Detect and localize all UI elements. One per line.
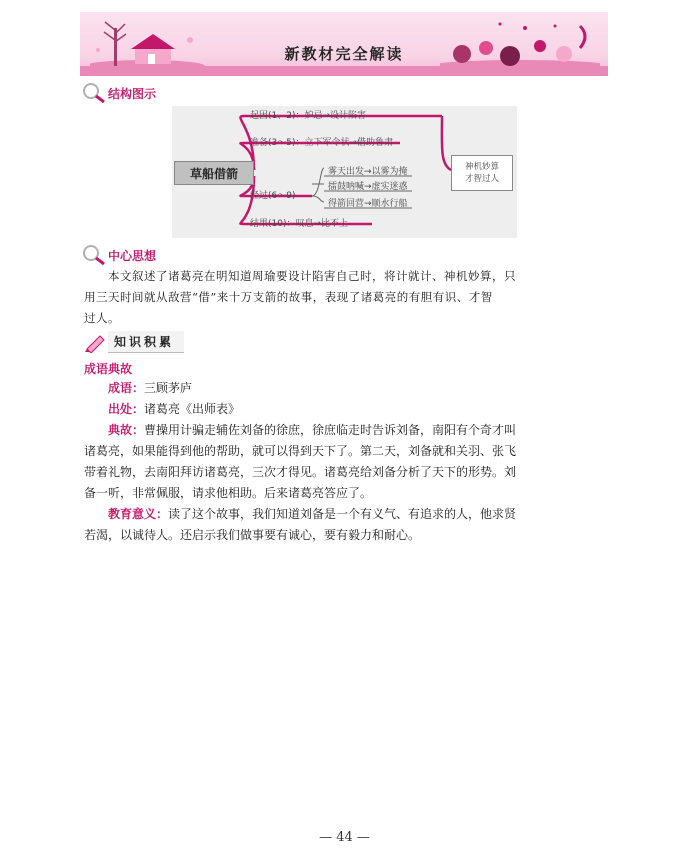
meaning-text: 读了这个故事，我们知道刘备是一个有义气、有追求的人，他求贤 [168, 507, 517, 521]
paragraph-line: 过人。 [84, 311, 120, 325]
magnifier-icon [82, 244, 106, 266]
decorative-flowers-illustration [440, 16, 600, 68]
page-number: — 44 — [319, 830, 370, 845]
mind-map-root: 草船借箭 [174, 161, 254, 185]
meaning-label: 教育意义： [108, 507, 169, 521]
structure-heading-label: 结构图示 [108, 86, 157, 101]
knowledge-heading-label: 知识积累 [108, 331, 184, 353]
mind-map-branch-cause: 起因(1、2)：妒忌→设计陷害 [250, 111, 367, 121]
mind-map-sub-branch: 擂鼓呐喊→虚实迷惑 [328, 182, 408, 192]
mind-map-conclusion [451, 155, 513, 191]
meaning-line: 若渴，以诚待人。还启示我们做事要有诚心，要有毅力和耐心。 [84, 528, 421, 542]
knowledge-heading [84, 330, 184, 354]
story-line [108, 420, 516, 441]
story-line: 备一听，非常佩服，请求他相助。后来诸葛亮答应了。 [84, 486, 373, 500]
header-banner [80, 12, 608, 76]
magnifier-icon [82, 82, 106, 104]
central-idea-heading [82, 244, 156, 266]
story-line: 诸葛亮，如果能得到他的帮助，就可以得到天下了。第二天，刘备就和关羽、张飞 [84, 444, 517, 458]
central-idea-paragraph [84, 266, 604, 329]
mind-map-sub-branch: 雾天出发→以雾为掩 [328, 167, 408, 177]
mind-map-branch-preparation: 准备(3～5)：立下军令状→借助鲁肃 [250, 138, 394, 148]
story-text: 曹操用计骗走辅佐刘备的徐庶，徐庶临走时告诉刘备，南阳有个奇才叫 [144, 423, 517, 437]
banner-title: 新教材完全解读 [284, 45, 404, 63]
mind-map-branch-process: 经过(6～9) [250, 191, 296, 201]
paragraph-line: 本文叙述了诸葛亮在明知道周瑜要设计陷害自己时，将计就计、神机妙算，只 [108, 269, 516, 283]
structure-mind-map [172, 106, 517, 238]
pencil-icon [84, 331, 108, 353]
source-label: 出处： [108, 402, 145, 416]
central-idea-heading-label: 中心思想 [108, 248, 157, 263]
structure-heading [82, 82, 156, 104]
meaning-line [108, 504, 516, 525]
source-line [108, 399, 240, 420]
mind-map-branch-result: 结果(10)：叹息→比不上 [250, 219, 349, 229]
mind-map-conclusion-line: 神机妙算 [464, 162, 499, 172]
idiom-label: 成语： [108, 381, 145, 395]
paragraph-line: 用三天时间就从敌营“借”来十万支箭的故事，表现了诸葛亮的有胆有识、才智 [84, 290, 493, 304]
idiom-story-heading: 成语典故 [84, 362, 133, 376]
idiom-value: 三顾茅庐 [144, 381, 193, 395]
idiom-line [108, 378, 192, 399]
story-line: 带着礼物，去南阳拜访诸葛亮，三次才得见。诸葛亮给刘备分析了天下的形势。刘 [84, 465, 517, 479]
mind-map-conclusion-line: 才智过人 [464, 174, 499, 184]
mind-map-sub-branch: 得箭回营→顺水行船 [328, 199, 408, 209]
story-label: 典故： [108, 423, 145, 437]
source-value: 诸葛亮《出师表》 [144, 402, 241, 416]
